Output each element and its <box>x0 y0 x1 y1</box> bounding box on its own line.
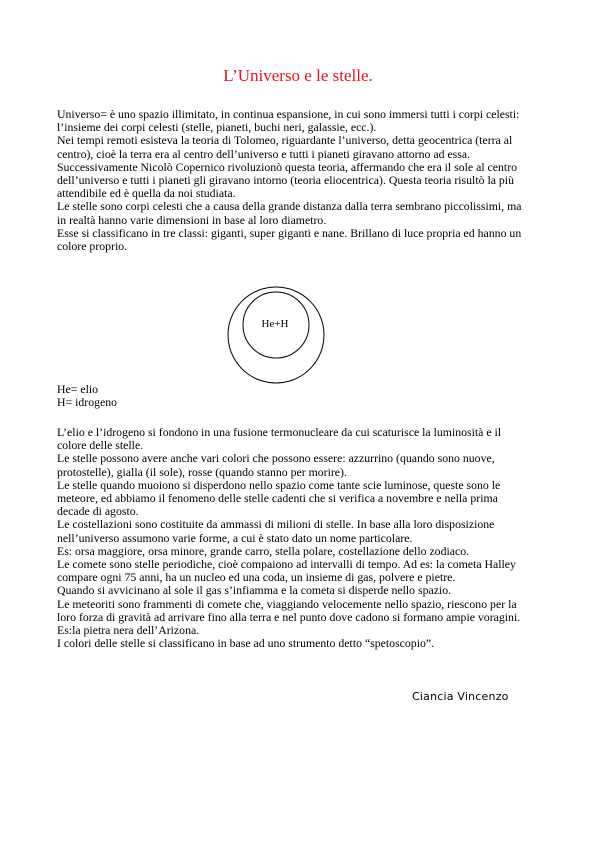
text-line: Le stelle quando muoiono si disperdono nello spazio come tante scie luminose, queste sono le <box>57 477 501 492</box>
text-line: colore proprio. <box>57 239 128 254</box>
text-line: protostelle), gialla (il sole), rosse (quando stanno per morire). <box>57 464 347 479</box>
text-line: Le meteoriti sono frammenti di comete che, viaggiando velocemente nello spazio, riescono per la <box>57 596 517 611</box>
legend-line: H= idrogeno <box>57 395 118 410</box>
diagram-center-label: He+H <box>261 318 289 330</box>
text-line: Le comete sono stelle periodiche, cioè compaiono ad intervalli di tempo. Ad es: la cometa Halley <box>57 557 516 572</box>
text-line: Universo= è uno spazio illimitato, in continua espansione, in cui sono immersi tutti i corpi celesti: <box>57 107 520 121</box>
text-line: compare ogni 75 anni, ha un nucleo ed una coda, un insieme di gas, polvere e pietre. <box>57 570 456 585</box>
intro-paragraph <box>57 108 547 253</box>
text-line: Le stelle possono avere anche vari colori che possono essere: azzurrino (quando sono nuove, <box>57 451 495 466</box>
text-line: Esse si classificano in tre classi: giganti, super giganti e nane. Brillano di luce propria ed hanno un <box>57 225 522 240</box>
text-line: in realtà hanno varie dimensioni in base al loro diametro. <box>57 212 327 227</box>
legend <box>57 383 547 409</box>
page-title: L’Universo e le stelle. <box>223 66 373 85</box>
text-line: I colori delle stelle si classificano in base ad uno strumento detto “spetoscopio”. <box>57 636 435 651</box>
text-line: colore delle stelle. <box>57 438 144 453</box>
text-line: l’insieme dei corpi celesti (stelle, pianeti, buchi neri, galassie, ecc.). <box>57 120 377 135</box>
text-line: attendibile ed è quella da noi studiata. <box>57 186 236 201</box>
text-line: L’elio e l’idrogeno si fondono in una fusione termonucleare da cui scaturisce la luminosità e il <box>57 425 502 439</box>
author-signature: Ciancia Vincenzo <box>412 690 509 703</box>
text-line: nell’universo assumono varie forme, a cui è stato dato un nome particolare. <box>57 530 413 545</box>
text-line: centro), cioè la terra era al centro dell’universo e tutti i pianeti giravano attorno ad essa. <box>57 146 471 161</box>
text-line: Le costellazioni sono costituite da ammassi di milioni di stelle. In base alla loro disposizione <box>57 517 495 532</box>
text-line: decade di agosto. <box>57 504 139 519</box>
legend-line: He= elio <box>57 382 99 396</box>
text-line: Quando si avvicinano al sole il gas s’infiamma e la cometa si disperde nello spazio. <box>57 583 452 598</box>
text-line: Es: orsa maggiore, orsa minore, grande carro, stella polare, costellazione dello zodiaco. <box>57 543 470 558</box>
text-line: dell’universo e tutti i pianeti gli giravano intorno (teoria eliocentrica). Questa teoria risultò la più <box>57 173 514 188</box>
text-line: Successivamente Nicolò Copernico rivoluzionò questa teoria, affermando che era il sole al centro <box>57 159 518 174</box>
text-line: Le stelle sono corpi celesti che a causa della grande distanza dalla terra sembrano piccolissimi, ma <box>57 199 522 214</box>
outer-circle <box>228 287 324 383</box>
body-paragraph <box>57 426 547 650</box>
text-line: Es:la pietra nera dell’Arizona. <box>57 623 200 638</box>
text-line: Nei tempi remoti esisteva la teoria di Tolomeo, riguardante l’universo, detta geocentrica (terra al <box>57 133 513 148</box>
star-diagram <box>226 285 326 385</box>
text-line: meteore, ed abbiamo il fenomeno delle stelle cadenti che si verifica a novembre e nella prima <box>57 491 498 506</box>
text-line: loro forza di gravità ad arrivare fino alla terra e nel punto dove cadono si formano ampie voragini. <box>57 609 521 624</box>
